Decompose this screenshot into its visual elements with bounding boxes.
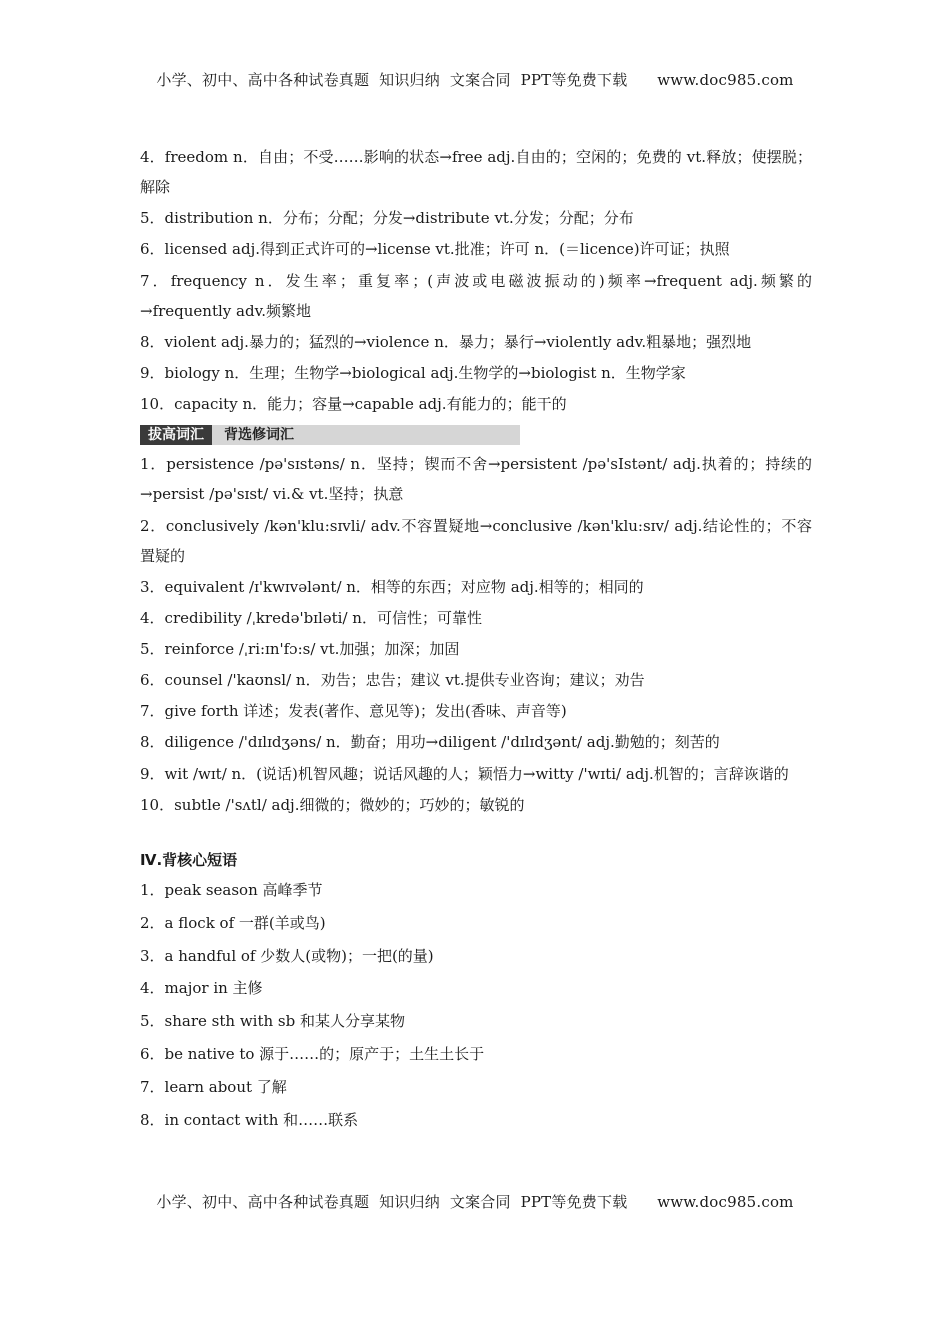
band-tag: 拔高词汇	[140, 425, 212, 445]
list-item: 4．major in 主修	[140, 979, 263, 998]
list-item: 2．conclusively /kən'klu:sɪvli/ adv.不容置疑地→conclusive /kən'klu:sɪv/ adj.结论性的；不容置疑的	[140, 517, 812, 565]
phrases-list	[140, 875, 812, 1135]
section-title: Ⅳ.背核心短语	[140, 851, 238, 869]
page-header: 小学、初中、高中各种试卷真题 知识归纳 文案合同 PPT等免费下载 www.doc985.com	[156, 71, 794, 89]
advanced-words-list	[140, 449, 812, 820]
list-item: 7．frequency n．发生率；重复率；(声波或电磁波振动的)频率→frequent adj.频繁的→frequently adv.频繁地	[140, 272, 812, 320]
section-band	[140, 425, 520, 445]
list-item: 8．violent adj.暴力的；猛烈的→violence n．暴力；暴行→violently adv.粗暴地；强烈地	[140, 333, 752, 351]
list-item: 9．wit /wɪt/ n．(说话)机智风趣；说话风趣的人；颖悟力→witty /'wɪti/ adj.机智的；言辞诙谐的	[140, 765, 789, 783]
list-item: 6．counsel /'kaʊnsl/ n．劝告；忠告；建议 vt.提供专业咨询；建议；劝告	[140, 671, 645, 689]
list-item: 10．capacity n．能力；容量→capable adj.有能力的；能干的	[140, 395, 567, 413]
list-item: 5．share sth with sb 和某人分享某物	[140, 1012, 405, 1031]
list-item: 8．diligence /'dɪlɪdʒəns/ n．勤奋；用功→diligent /'dɪlɪdʒənt/ adj.勤勉的；刻苦的	[140, 733, 720, 751]
list-item: 4．freedom n．自由；不受……影响的状态→free adj.自由的；空闲的；免费的 vt.释放；使摆脱；解除	[140, 148, 812, 196]
page-content	[140, 142, 812, 1137]
list-item: 4．credibility /ˌkredə'bɪləti/ n．可信性；可靠性	[140, 609, 482, 627]
list-item: 3．equivalent /ɪ'kwɪvələnt/ n．相等的东西；对应物 adj.相等的；相同的	[140, 578, 644, 596]
list-item: 3．a handful of 少数人(或物)；一把(的量)	[140, 946, 434, 965]
list-item: 5．distribution n．分布；分配；分发→distribute vt.分发；分配；分布	[140, 209, 634, 227]
list-item: 6．licensed adj.得到正式许可的→license vt.批准；许可 n．(＝licence)许可证；执照	[140, 240, 730, 258]
list-item: 6．be native to 源于……的；原产于；土生土长于	[140, 1044, 485, 1063]
core-words-list	[140, 142, 812, 419]
list-item: 2．a flock of 一群(羊或鸟)	[140, 913, 326, 932]
page-footer: 小学、初中、高中各种试卷真题 知识归纳 文案合同 PPT等免费下载 www.doc985.com	[156, 1193, 794, 1211]
list-item: 10．subtle /'sʌtl/ adj.细微的；微妙的；巧妙的；敏锐的	[140, 796, 525, 814]
list-item: 7．learn about 了解	[140, 1077, 287, 1096]
list-item: 9．biology n．生理；生物学→biological adj.生物学的→biologist n．生物学家	[140, 364, 686, 382]
list-item: 7．give forth 详述；发表(著作、意见等)；发出(香味、声音等)	[140, 702, 567, 720]
list-item: 1．persistence /pə'sɪstəns/ n．坚持；锲而不舍→persistent /pə'sIstənt/ adj.执着的；持续的→persist /pə'sɪst/ vi.& vt.坚持；执意	[140, 455, 812, 503]
list-item: 8．in contact with 和……联系	[140, 1110, 359, 1129]
list-item: 5．reinforce /ˌri:ɪn'fɔ:s/ vt.加强；加深；加固	[140, 640, 460, 658]
band-subtitle: 背选修词汇	[224, 426, 294, 443]
list-item: 1．peak season 高峰季节	[140, 881, 323, 899]
